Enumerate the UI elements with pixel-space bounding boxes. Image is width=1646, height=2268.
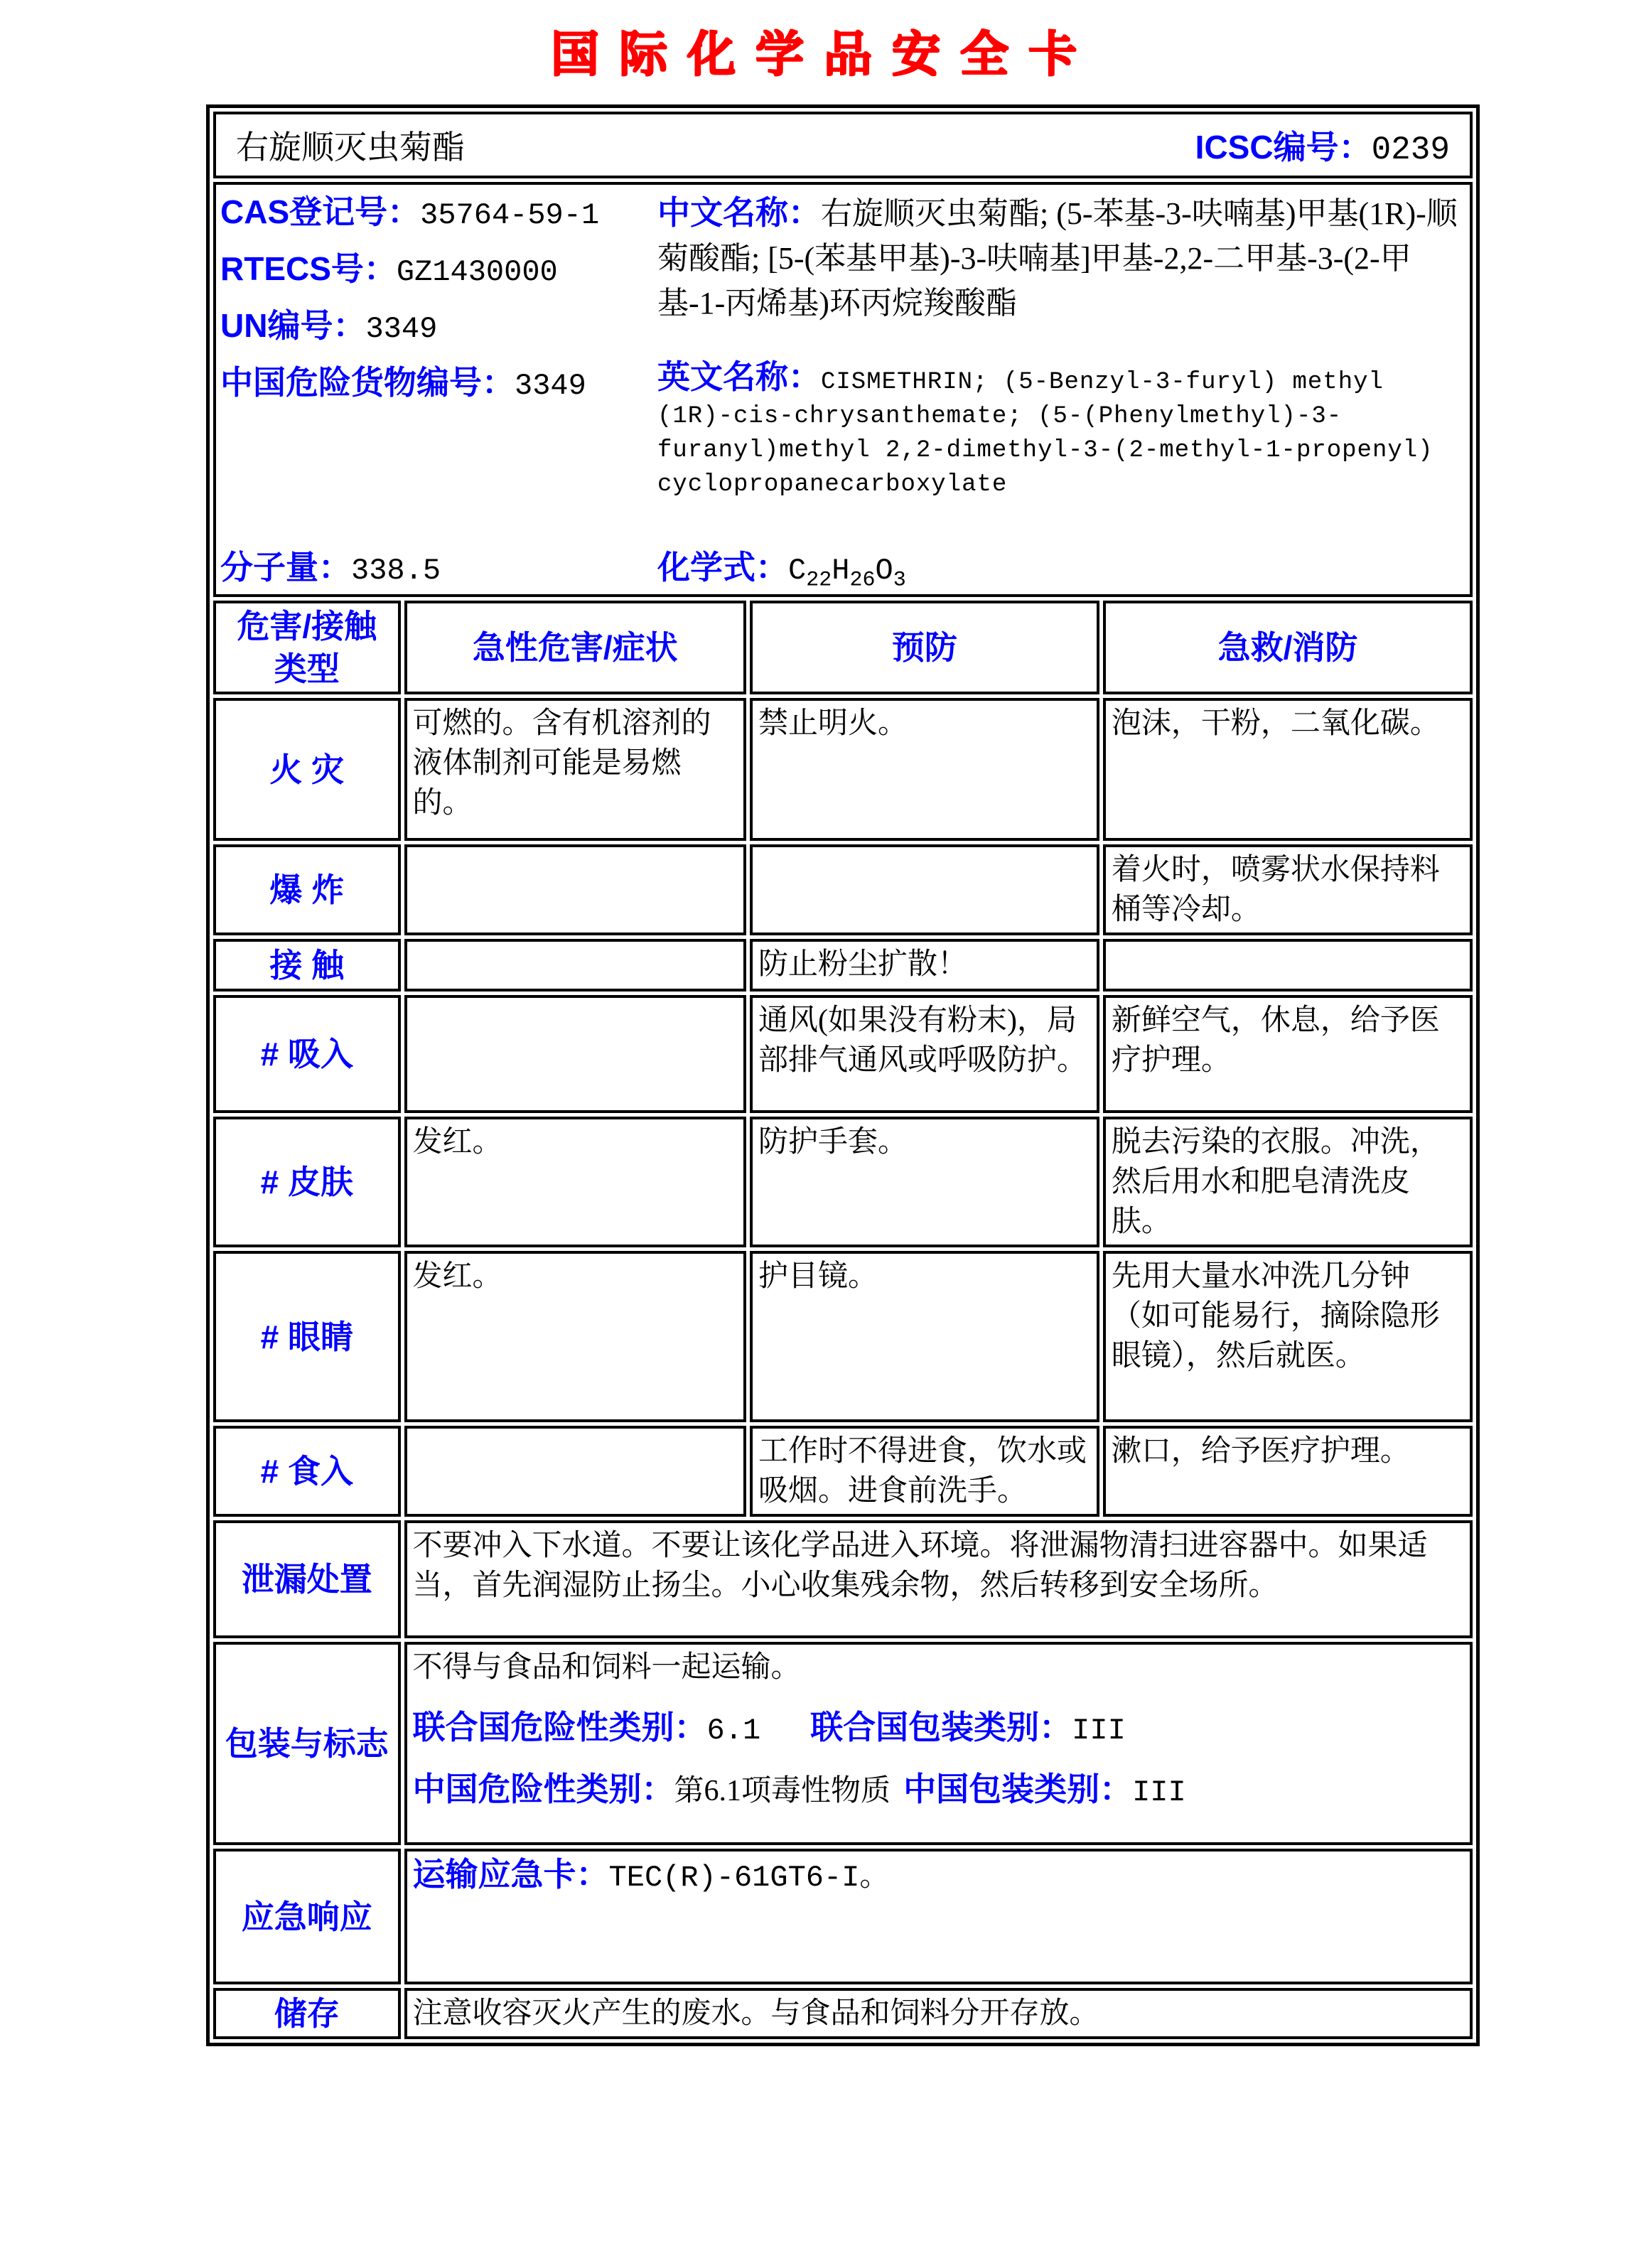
- chinese-name-value: 右旋顺灭虫菊酯; (5-苯基-3-呋喃基)甲基(1R)-顺菊酸酯; [5-(苯基甲基)-3-呋喃基]甲基-2,2-二甲基-3-(2-甲基-1-丙烯基)环丙烷羧酸酯: [657, 196, 1458, 321]
- skin-prevention: 防护手套。: [750, 1117, 1099, 1247]
- eyes-symptoms: 发红。: [404, 1251, 746, 1422]
- hazard-row-skin: [213, 1117, 1473, 1247]
- un-hazard-class-label: 联合国危险性类别：: [412, 1709, 707, 1746]
- spill-disposal-content: 不要冲入下水道。不要让该化学品进入环境。将泄漏物清扫进容器中。如果适当，首先润湿防止扬尘。小心收集残余物，然后转移到安全场所。: [404, 1520, 1473, 1638]
- molecular-weight-value: 338.5: [351, 554, 441, 588]
- exposure-prevention: 防止粉尘扩散！: [750, 939, 1099, 991]
- icsc-number-field: [1195, 122, 1450, 168]
- row-label-storage: 储存: [213, 1988, 401, 2039]
- hazard-row-eyes: [213, 1251, 1473, 1422]
- china-hazard-class-label: 中国危险性类别：: [412, 1770, 674, 1807]
- cas-value: 35764-59-1: [420, 198, 600, 232]
- exposure-firstaid: [1103, 939, 1473, 991]
- hazard-row-ingestion: [213, 1426, 1473, 1517]
- skin-firstaid: 脱去污染的衣服。冲洗，然后用水和肥皂清洗皮肤。: [1103, 1117, 1473, 1247]
- row-label-spill-disposal: 泄漏处置: [213, 1520, 401, 1638]
- hazard-row-explosion: [213, 844, 1473, 935]
- substance-name: 右旋顺灭虫菊酯: [236, 129, 465, 166]
- china-packing-group-value: III: [1132, 1775, 1186, 1810]
- header-prevention: 预防: [750, 601, 1099, 694]
- china-dg-value: 3349: [515, 369, 586, 403]
- china-classification-line: [413, 1769, 1464, 1812]
- row-label-skin: # 皮肤: [213, 1117, 401, 1247]
- page-title: 国际化学品安全卡: [549, 27, 1096, 81]
- molecular-weight-label: 分子量：: [220, 549, 351, 586]
- identification-row: [213, 182, 1473, 597]
- ingestion-prevention: 工作时不得进食，饮水或吸烟。进食前洗手。: [750, 1426, 1099, 1517]
- ingestion-symptoms: [404, 1426, 746, 1517]
- hazard-row-fire: [213, 698, 1473, 841]
- un-number-line: [220, 304, 657, 350]
- china-dg-number-line: [220, 361, 657, 407]
- english-name-paragraph: [657, 360, 1463, 502]
- chemical-formula-value: $C_{22}H_{26}O_3$: [788, 554, 906, 593]
- chinese-name-label: 中文名称：: [657, 194, 821, 231]
- row-label-fire: 火 灾: [213, 698, 401, 841]
- un-label: UN编号：: [220, 307, 366, 344]
- un-packing-group-value: III: [1072, 1714, 1126, 1748]
- icsc-number: 0239: [1371, 131, 1450, 168]
- cas-number-line: [220, 190, 657, 237]
- hazard-header-row: [213, 601, 1473, 694]
- hazard-row-exposure: [213, 939, 1473, 991]
- rtecs-number-line: [220, 247, 657, 294]
- packaging-labelling-row: [213, 1642, 1473, 1845]
- chinese-name-paragraph: [657, 190, 1463, 326]
- storage-row: [213, 1988, 1473, 2039]
- row-label-ingestion: # 食入: [213, 1426, 401, 1517]
- inhalation-prevention: 通风(如果没有粉末)，局部排气通风或呼吸防护。: [750, 995, 1099, 1113]
- packaging-transport-note: 不得与食品和饲料一起运输。: [412, 1651, 801, 1684]
- fire-firstaid: 泡沫，干粉，二氧化碳。: [1103, 698, 1473, 841]
- un-hazard-class-value: 6.1: [706, 1714, 761, 1748]
- english-name-label: 英文名称：: [657, 358, 821, 395]
- card-title-row: [213, 112, 1473, 178]
- un-value: 3349: [365, 312, 438, 346]
- eyes-firstaid: 先用大量水冲洗几分钟（如可能易行，摘除隐形眼镜），然后就医。: [1103, 1251, 1473, 1422]
- un-classification-line: [413, 1707, 1464, 1751]
- skin-symptoms: 发红。: [404, 1117, 746, 1247]
- un-packing-group-label: 联合国包装类别：: [810, 1709, 1072, 1746]
- transport-emergency-card-label: 运输应急卡：: [412, 1856, 609, 1893]
- chemical-formula-label: 化学式：: [657, 549, 788, 586]
- row-label-eyes: # 眼睛: [213, 1251, 401, 1422]
- explosion-prevention: [750, 844, 1099, 935]
- spill-disposal-row: [213, 1520, 1473, 1638]
- fire-prevention: 禁止明火。: [750, 698, 1099, 841]
- emergency-response-row: [213, 1849, 1473, 1984]
- row-label-packaging: 包装与标志: [213, 1642, 401, 1845]
- rtecs-value: GZ1430000: [396, 255, 558, 289]
- exposure-symptoms: [404, 939, 746, 991]
- identifier-column: [220, 190, 657, 589]
- header-firstaid-firefighting: 急救/消防: [1103, 601, 1473, 694]
- row-label-explosion: 爆 炸: [213, 844, 401, 935]
- row-label-emergency-response: 应急响应: [213, 1849, 401, 1984]
- china-hazard-class-value: 第6.1项毒性物质: [674, 1775, 891, 1807]
- row-label-inhalation: # 吸入: [213, 995, 401, 1113]
- packaging-content: [404, 1642, 1473, 1845]
- molecular-weight-line: [220, 542, 657, 589]
- ingestion-firstaid: 漱口，给予医疗护理。: [1103, 1426, 1473, 1517]
- fire-symptoms: 可燃的。含有机溶剂的液体制剂可能是易燃的。: [404, 698, 746, 841]
- eyes-prevention: 护目镜。: [750, 1251, 1099, 1422]
- rtecs-label: RTECS号：: [220, 250, 397, 287]
- hazard-row-inhalation: [213, 995, 1473, 1113]
- storage-content: 注意收容灭火产生的废水。与食品和饲料分开存放。: [404, 1988, 1473, 2039]
- china-dg-label: 中国危险货物编号：: [220, 364, 515, 401]
- inhalation-symptoms: [404, 995, 746, 1113]
- cas-label: CAS登记号：: [220, 193, 421, 230]
- emergency-response-content: [404, 1849, 1473, 1984]
- explosion-symptoms: [404, 844, 746, 935]
- header-hazard-type: 危害/接触类型: [213, 601, 401, 694]
- names-column: [657, 190, 1465, 593]
- header-acute-symptoms: 急性危害/症状: [404, 601, 746, 694]
- explosion-firstaid: 着火时，喷雾状水保持料桶等冷却。: [1103, 844, 1473, 935]
- safety-card-table: [206, 104, 1480, 2046]
- icsc-label: ICSC编号：: [1195, 129, 1372, 166]
- row-label-exposure: 接 触: [213, 939, 401, 991]
- inhalation-firstaid: 新鲜空气，休息，给予医疗护理。: [1103, 995, 1473, 1113]
- china-packing-group-label: 中国包装类别：: [903, 1770, 1133, 1807]
- english-name-value: CISMETHRIN; (5-Benzyl-3-furyl) methyl (1R)-cis-chrysanthemate; (5-(Phenylmethyl)-3-furanyl)methyl 2,2-dimethyl-3-(2-methyl-1-propenyl) cyclopropanecarboxylate: [657, 369, 1433, 498]
- transport-emergency-card-line: [413, 1854, 1464, 1898]
- transport-emergency-card-value: TEC(R)-61GT6-I。: [608, 1861, 890, 1895]
- chemical-formula-line: [657, 542, 1463, 593]
